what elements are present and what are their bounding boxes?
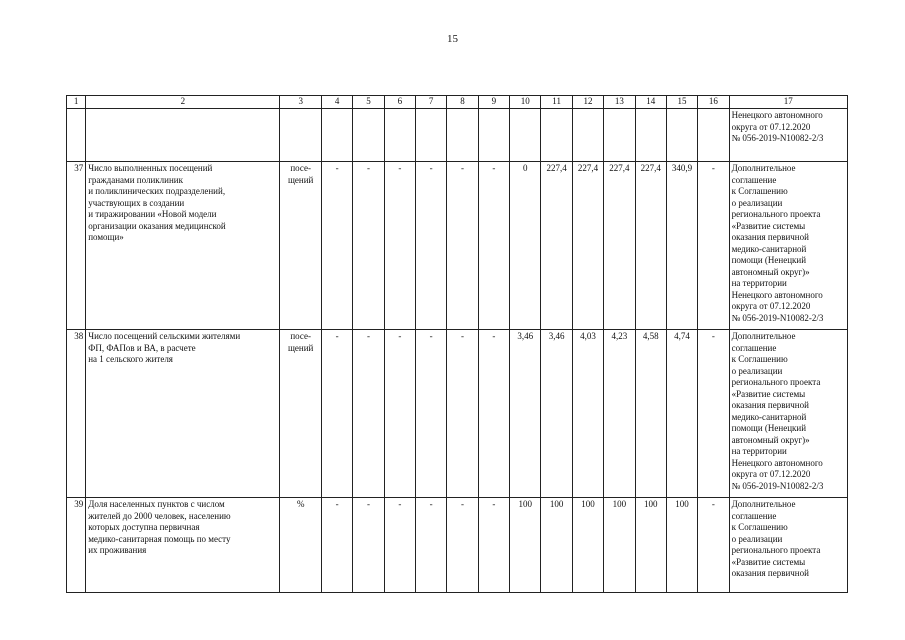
value-col-5: - (353, 162, 384, 330)
value-col-7: - (416, 330, 447, 498)
value-col-5 (353, 109, 384, 162)
unit: % (280, 498, 321, 593)
value-col-14: 227,4 (635, 162, 666, 330)
value-col-10 (510, 109, 541, 162)
value-col-5: - (353, 330, 384, 498)
table-row (67, 330, 848, 498)
value-col-4 (321, 109, 352, 162)
unit (280, 109, 321, 162)
indicator-name: Доля населенных пунктов с числом жителей до 2000 человек, населению которых доступна первичная медико-санитарная помощь по месту их проживания (86, 498, 280, 593)
value-col-6 (384, 109, 415, 162)
value-col-12: 4,03 (572, 330, 603, 498)
value-col-12 (572, 109, 603, 162)
value-col-5: - (353, 498, 384, 593)
row-number: 39 (67, 498, 86, 593)
value-col-15 (666, 109, 697, 162)
column-header-6: 6 (384, 96, 415, 109)
column-header-17: 17 (729, 96, 847, 109)
value-col-8 (447, 109, 478, 162)
column-header-3: 3 (280, 96, 321, 109)
source-document: Дополнительное соглашение к Соглашению о реализации регионального проекта «Развитие системы оказания первичной медико-санитарной помощи (Ненецкий автономный округ)» на территории Ненецкого автономного округа от 07.12.2020 № 056-2019-N10082-2/3 (729, 330, 847, 498)
column-header-7: 7 (416, 96, 447, 109)
value-col-15: 100 (666, 498, 697, 593)
value-col-6: - (384, 162, 415, 330)
value-col-11: 3,46 (541, 330, 572, 498)
column-header-5: 5 (353, 96, 384, 109)
page-number: 15 (447, 33, 458, 45)
value-col-14: 100 (635, 498, 666, 593)
value-col-13: 100 (604, 498, 635, 593)
value-col-12: 100 (572, 498, 603, 593)
value-col-11: 227,4 (541, 162, 572, 330)
value-col-9: - (478, 498, 509, 593)
column-header-2: 2 (86, 96, 280, 109)
column-header-13: 13 (604, 96, 635, 109)
value-col-10: 0 (510, 162, 541, 330)
value-col-8: - (447, 162, 478, 330)
column-header-15: 15 (666, 96, 697, 109)
table-row (67, 162, 848, 330)
value-col-7 (416, 109, 447, 162)
value-col-14 (635, 109, 666, 162)
value-col-12: 227,4 (572, 162, 603, 330)
source-document: Дополнительное соглашение к Соглашению о реализации регионального проекта «Развитие системы оказания первичной (729, 498, 847, 593)
value-col-4: - (321, 330, 352, 498)
value-col-16 (698, 109, 729, 162)
value-col-7: - (416, 498, 447, 593)
column-header-16: 16 (698, 96, 729, 109)
column-header-14: 14 (635, 96, 666, 109)
value-col-6: - (384, 330, 415, 498)
value-col-7: - (416, 162, 447, 330)
column-header-1: 1 (67, 96, 86, 109)
value-col-11: 100 (541, 498, 572, 593)
indicator-name (86, 109, 280, 162)
column-header-11: 11 (541, 96, 572, 109)
column-header-10: 10 (510, 96, 541, 109)
value-col-9: - (478, 330, 509, 498)
unit: посе- щений (280, 330, 321, 498)
column-header-12: 12 (572, 96, 603, 109)
value-col-9 (478, 109, 509, 162)
indicator-name: Число посещений сельскими жителями ФП, ФАПов и ВА, в расчете на 1 сельского жителя (86, 330, 280, 498)
value-col-11 (541, 109, 572, 162)
value-col-8: - (447, 330, 478, 498)
column-header-9: 9 (478, 96, 509, 109)
unit: посе- щений (280, 162, 321, 330)
value-col-16: - (698, 162, 729, 330)
row-number (67, 109, 86, 162)
row-number: 38 (67, 330, 86, 498)
value-col-13 (604, 109, 635, 162)
table-row (67, 498, 848, 593)
value-col-13: 227,4 (604, 162, 635, 330)
value-col-15: 4,74 (666, 330, 697, 498)
indicator-name: Число выполненных посещений гражданами поликлиник и поликлинических подразделений, участвующих в создании и тиражировании «Новой модели организации оказания медицинской помощи» (86, 162, 280, 330)
column-header-4: 4 (321, 96, 352, 109)
value-col-13: 4,23 (604, 330, 635, 498)
value-col-15: 340,9 (666, 162, 697, 330)
header-row (67, 96, 848, 109)
value-col-4: - (321, 498, 352, 593)
value-col-6: - (384, 498, 415, 593)
value-col-4: - (321, 162, 352, 330)
value-col-8: - (447, 498, 478, 593)
value-col-16: - (698, 330, 729, 498)
value-col-14: 4,58 (635, 330, 666, 498)
source-document: Ненецкого автономного округа от 07.12.2020 № 056-2019-N10082-2/3 (729, 109, 847, 162)
row-number: 37 (67, 162, 86, 330)
value-col-16: - (698, 498, 729, 593)
continuation-row (67, 109, 848, 162)
column-header-8: 8 (447, 96, 478, 109)
value-col-10: 100 (510, 498, 541, 593)
value-col-9: - (478, 162, 509, 330)
source-document: Дополнительное соглашение к Соглашению о реализации регионального проекта «Развитие системы оказания первичной медико-санитарной помощи (Ненецкий автономный округ)» на территории Ненецкого автономного округа от 07.12.2020 № 056-2019-N10082-2/3 (729, 162, 847, 330)
value-col-10: 3,46 (510, 330, 541, 498)
indicators-table (66, 95, 848, 593)
